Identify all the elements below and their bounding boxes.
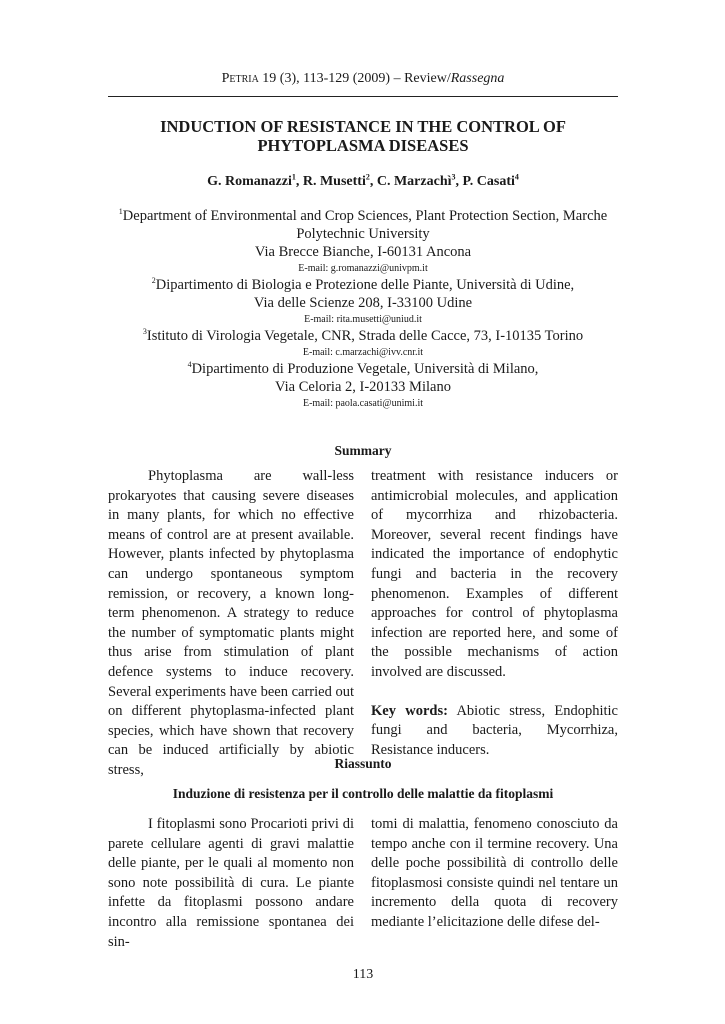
- section-italian: Rassegna: [450, 71, 505, 86]
- title-line: INDUCTION OF RESISTANCE IN THE CONTROL OF: [160, 117, 566, 136]
- header-rule: [108, 96, 618, 97]
- page-number: 113: [352, 967, 374, 982]
- title-line: PHYTOPLASMA DISEASES: [257, 136, 469, 155]
- riassunto-heading: Riassunto: [334, 756, 392, 771]
- author-name: R. Musetti: [302, 174, 366, 189]
- author-name: G. Romanazzi: [207, 174, 292, 189]
- affiliation-line: Via delle Scienze 208, I-33100 Udine: [253, 295, 473, 311]
- affiliation-line: Via Brecce Bianche, I-60131 Ancona: [254, 244, 472, 260]
- author-separator: ,: [369, 174, 377, 189]
- citation: 19 (3), 113-129 (2009) – Review/: [258, 71, 451, 86]
- affiliation-marker: 4: [187, 360, 192, 370]
- author-affiliation-marker: 4: [514, 172, 519, 182]
- affiliation-line: Dipartimento di Biologia e Protezione delle Piante, Università di Udine,: [155, 277, 575, 293]
- affiliations: [108, 207, 618, 411]
- author-affiliation-marker: 3: [451, 172, 456, 182]
- email-4: E-mail: paola.casati@unimi.it: [302, 398, 423, 409]
- keywords: [371, 702, 618, 761]
- affiliation-marker: 3: [142, 327, 147, 337]
- journal-name: Petria: [221, 71, 259, 86]
- email-1: E-mail: g.romanazzi@univpm.it: [298, 263, 428, 274]
- author-separator: ,: [295, 174, 303, 189]
- affiliation-line: Via Celoria 2, I-20133 Milano: [275, 379, 451, 395]
- affiliation-line: Polytechnic University: [296, 226, 430, 242]
- riassunto-text-left: I fitoplasmi sono Procarioti privi di parete cellulare agenti di gravi malattie delle piante, per le quali al momento non sono note possibilità di cura. Le piante infette da fitoplasmi possono andare incontro alla remissione spontanea dei sin-: [108, 816, 354, 950]
- affiliation-line: Department of Environmental and Crop Sciences, Plant Protection Section, Marche: [122, 208, 608, 224]
- author-separator: ,: [455, 174, 463, 189]
- affiliation-line: Istituto di Virologia Vegetale, CNR, Strada delle Cacce, 73, I-10135 Torino: [146, 328, 584, 344]
- riassunto-column-right: [371, 815, 618, 933]
- email-2: E-mail: rita.musetti@uniud.it: [304, 314, 422, 325]
- affiliation-2: [108, 276, 618, 294]
- affiliation-1: [108, 207, 618, 225]
- affiliation-3: [108, 327, 618, 345]
- author-list: [108, 174, 618, 190]
- email-3: E-mail: c.marzachi@ivv.cnr.it: [302, 347, 424, 358]
- affiliation-line: Dipartimento di Produzione Vegetale, Università di Milano,: [191, 361, 539, 377]
- affiliation-4: [108, 360, 618, 378]
- running-header: [108, 71, 618, 87]
- summary-text-right: treatment with resistance inducers or antimicrobial molecules, and application of mycorrhiza and rhizobacteria. Moreover, several recent findings have indicated the importance of endophytic fungi and bacteria in the recovery phenomenon. Examples of different approaches for control of phytoplasma infection are reported here, and some of the possible mechanisms of action involved are discussed.: [371, 468, 618, 680]
- summary-heading: Summary: [334, 443, 392, 458]
- paper-title: [108, 117, 618, 155]
- author-name: P. Casati: [462, 174, 515, 189]
- author-name: C. Marzachì: [376, 174, 452, 189]
- keywords-label: Key words:: [371, 702, 448, 719]
- riassunto-text-right: tomi di malattia, fenomeno conosciuto da tempo anche con il termine recovery. Una delle poche possibilità di controllo delle fitoplasmosi consiste quindi nel tentare un incremento della quota di recovery mediante l’elicitazione delle difese del-: [371, 816, 618, 930]
- summary-text-left: Phytoplasma are wall-less prokaryotes that causing severe diseases in many plants, for which no effective means of control are at present available. However, plants infected by phytoplasma can undergo spontaneous symptom remission, or recovery, a known long-term phenomenon. A strategy to reduce the number of symptomatic plants might thus arise from stimulation of plant defence systems to induce recovery. Several experiments have been carried out on different phytoplasma-infected plant species, which have shown that recovery can be induced artificially by abiotic stress,: [108, 468, 354, 778]
- affiliation-marker: 2: [151, 276, 156, 286]
- affiliation-marker: 1: [118, 207, 123, 217]
- riassunto-column-left: [108, 815, 354, 952]
- riassunto-subtitle: Induzione di resistenza per il controllo delle malattie da fitoplasmi: [172, 786, 554, 801]
- keywords-text: Abiotic stress, Endophitic fungi and bacteria, Mycorrhiza, Resistance inducers.: [371, 702, 618, 758]
- author-affiliation-marker: 1: [291, 172, 296, 182]
- summary-column-left: [108, 467, 354, 781]
- author-affiliation-marker: 2: [365, 172, 370, 182]
- summary-column-right: [371, 467, 618, 760]
